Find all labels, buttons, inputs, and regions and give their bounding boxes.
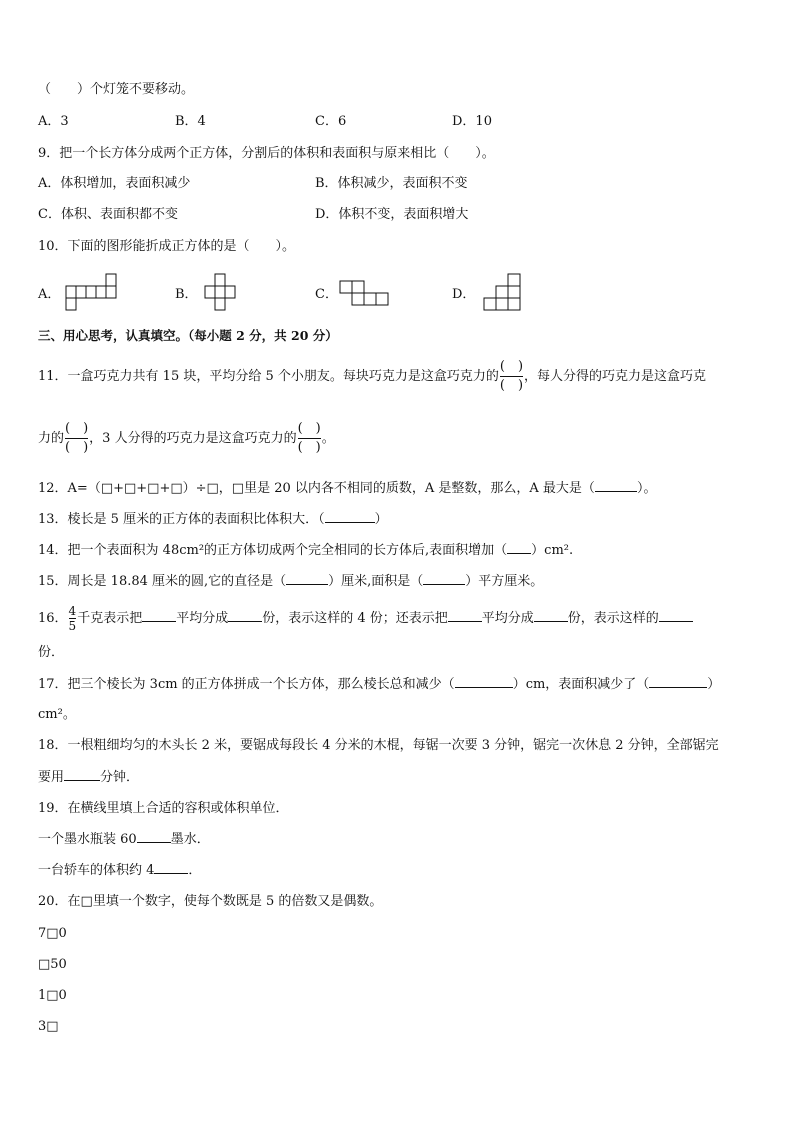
fraction-denominator: 5 — [68, 619, 77, 633]
q8-option-d: D．10 — [452, 114, 492, 129]
q13-line — [38, 509, 388, 530]
q11-line2 — [38, 417, 335, 461]
q17-tail: cm²。 — [38, 707, 76, 722]
q10-option-b-label: B． — [175, 287, 198, 302]
q17-line — [38, 674, 720, 695]
q14-text-b: ）cm². — [531, 543, 574, 558]
q19-b-blank[interactable] — [154, 860, 188, 874]
q11-text-4: ，3 人分得的巧克力是这盒巧克力的 — [89, 431, 297, 446]
q17-text-c: ） — [707, 677, 721, 692]
q19-a-text-1: 一个墨水瓶装 60 — [38, 832, 137, 847]
q14-line — [38, 540, 573, 561]
q11-text-3: 力的 — [38, 431, 65, 446]
fraction-numerator: 4 — [68, 604, 77, 618]
q12-line — [38, 478, 656, 499]
q8-tail: （ ）个灯笼不要移动。 — [38, 82, 195, 97]
q17-text-a: 17．把三个棱长为 3cm 的正方体拼成一个长方体，那么棱长总和减少（ — [38, 677, 455, 692]
q10-net-d — [482, 273, 526, 315]
q15-diameter-blank[interactable] — [286, 571, 328, 585]
q18-answer-blank[interactable] — [64, 767, 100, 781]
q16-blank-2[interactable] — [228, 608, 262, 622]
q16-line — [38, 599, 693, 639]
q18-text-b: 分钟． — [100, 770, 140, 785]
q19-b-text-2: ． — [188, 863, 202, 878]
q18-line2 — [38, 767, 139, 788]
q10-net-c — [338, 279, 392, 309]
q9-option-a: A．体积增加，表面积减少 — [38, 176, 191, 191]
q15-text-a: 15．周长是 18.84 厘米的圆,它的直径是（ — [38, 574, 287, 589]
fraction-numerator: ( ) — [297, 421, 321, 436]
q11-text-2: ，每人分得的巧克力是这盒巧克 — [524, 369, 707, 384]
q10-option-c-label: C． — [315, 287, 338, 302]
q9-option-d: D．体积不变，表面积增大 — [315, 207, 469, 222]
q11-text-5: 。 — [321, 431, 335, 446]
fraction-numerator: ( ) — [499, 359, 524, 374]
q16-tail: 份． — [38, 645, 65, 660]
q17-edge-blank[interactable] — [455, 674, 513, 688]
fraction-denominator: ( ) — [297, 440, 321, 455]
q12-text-a: 12．A=（□+□+□+□）÷□，□里是 20 以内各不相同的质数，A 是整数，那么，A 最大是（ — [38, 481, 595, 496]
q16-text-a: 千克表示把 — [77, 611, 143, 626]
q11-fraction-1 — [500, 358, 523, 395]
q10-net-b — [203, 273, 247, 313]
q17-area-blank[interactable] — [649, 674, 707, 688]
q15-area-blank[interactable] — [423, 571, 465, 585]
section-3-heading: 三、用心思考，认真填空。（每小题 2 分，共 20 分） — [38, 328, 338, 343]
q19-item-b — [38, 860, 201, 881]
q13-text-a: 13．棱长是 5 厘米的正方体的表面积比体积大．（ — [38, 512, 325, 527]
q16-text-c: 份，表示这样的 4 份；还表示把 — [262, 611, 448, 626]
q9-option-b: B．体积减少，表面积不变 — [315, 176, 468, 191]
q19-a-text-2: 墨水． — [170, 832, 210, 847]
q14-answer-blank[interactable] — [507, 540, 531, 554]
q11-fraction-3 — [298, 420, 321, 457]
q12-answer-blank[interactable] — [595, 478, 637, 492]
q20-item-2: □50 — [38, 957, 67, 972]
q10-stem: 10．下面的图形能折成正方体的是（ ）。 — [38, 239, 296, 254]
q10-net-a — [64, 273, 118, 313]
q19-b-text-1: 一台轿车的体积约 4 — [38, 863, 155, 878]
q17-text-b: ）cm，表面积减少了（ — [512, 677, 650, 692]
q11-line1 — [38, 355, 706, 399]
fraction-numerator: ( ) — [65, 421, 89, 436]
fraction-denominator: ( ) — [499, 378, 524, 393]
q13-text-b: ） — [374, 512, 388, 527]
q10-option-a-label: A． — [38, 287, 61, 302]
q16-blank-5[interactable] — [659, 608, 693, 622]
q16-blank-1[interactable] — [142, 608, 176, 622]
q19-a-blank[interactable] — [137, 829, 171, 843]
q10-option-d-label: D． — [452, 287, 476, 302]
q12-text-b: ）。 — [636, 481, 657, 496]
q16-text-d: 平均分成 — [481, 611, 534, 626]
q13-answer-blank[interactable] — [325, 509, 375, 523]
q19-item-a — [38, 829, 210, 850]
q16-blank-3[interactable] — [448, 608, 482, 622]
q11-text-1: 11．一盒巧克力共有 15 块，平均分给 5 个小朋友。每块巧克力是这盒巧克力的 — [38, 369, 499, 384]
q15-text-b: ）厘米,面积是（ — [328, 574, 424, 589]
q20-stem: 20．在□里填一个数字，使每个数既是 5 的倍数又是偶数。 — [38, 894, 383, 909]
q20-item-1: 7□0 — [38, 926, 67, 941]
q16-text-e: 份，表示这样的 — [567, 611, 659, 626]
q15-line — [38, 571, 543, 592]
q16-fraction — [69, 604, 77, 633]
q8-option-c: C．6 — [315, 114, 347, 129]
q20-item-3: 1□0 — [38, 988, 67, 1003]
q18-text-a: 要用 — [38, 770, 65, 785]
q16-blank-4[interactable] — [534, 608, 568, 622]
q18-line1: 18．一根粗细均匀的木头长 2 米，要锯成每段长 4 分米的木棍，每锯一次要 3 分钟，锯完一次休息 2 分钟，全部锯完 — [38, 738, 719, 753]
q19-stem: 19．在横线里填上合适的容积或体积单位． — [38, 801, 289, 816]
q16-prefix: 16． — [38, 611, 68, 626]
q14-text-a: 14．把一个表面积为 48cm²的正方体切成两个完全相同的长方体后,表面积增加（ — [38, 543, 508, 558]
q8-option-a: A．3 — [38, 114, 69, 129]
q9-option-c: C．体积、表面积都不变 — [38, 207, 178, 222]
q11-fraction-2 — [65, 420, 88, 457]
q15-text-c: ）平方厘米。 — [465, 574, 544, 589]
fraction-denominator: ( ) — [65, 440, 89, 455]
q8-option-b: B．4 — [175, 114, 206, 129]
q9-stem: 9．把一个长方体分成两个正方体，分割后的体积和表面积与原来相比（ ）。 — [38, 146, 495, 161]
q20-item-4: 3□ — [38, 1019, 59, 1034]
q16-text-b: 平均分成 — [176, 611, 229, 626]
